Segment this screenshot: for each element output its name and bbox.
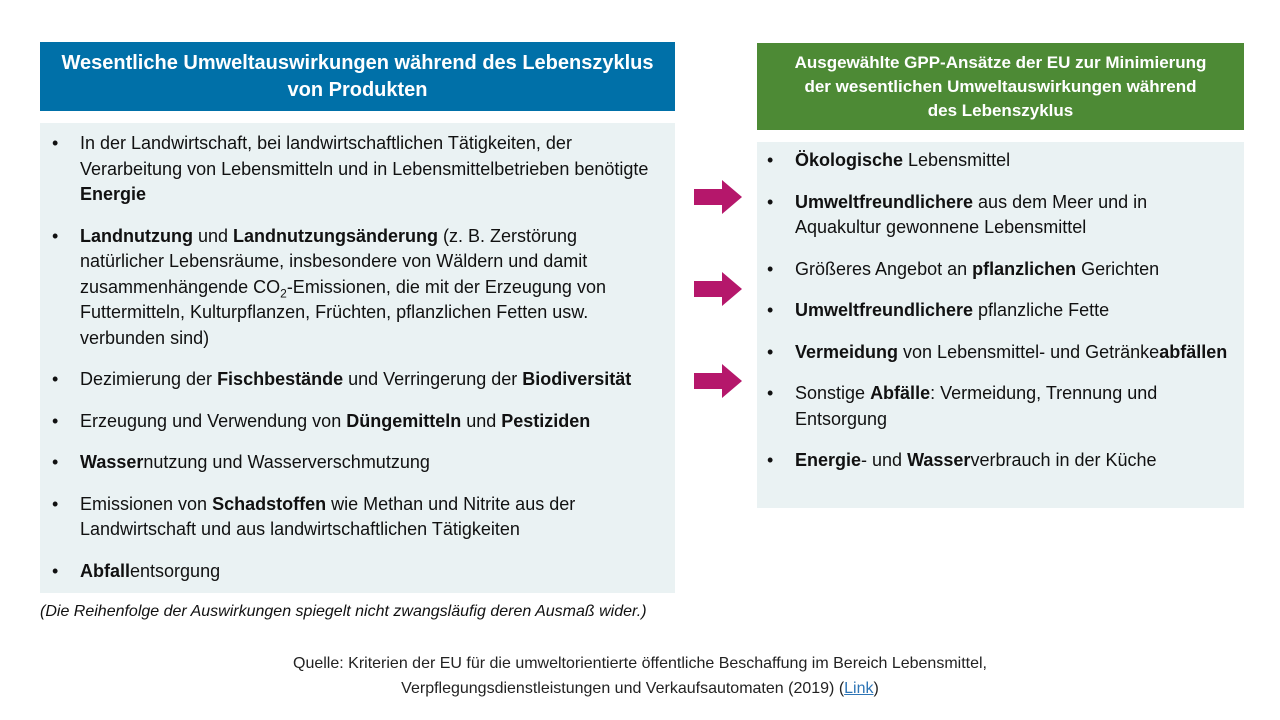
item-text: Gerichten [1076,258,1160,279]
item-bold: Wasser [80,452,144,472]
item-bold: Umweltfreundlichere [795,191,974,212]
impacts-list [52,131,665,584]
item-text: - und [861,450,908,470]
item-text: (z. B. Zerstörung natürlicher Lebensräume, insbesondere von Wäldern und damit zusammenhängende CO [80,225,588,297]
source-link[interactable]: Link [844,680,874,697]
right-title-line1: Ausgewählte GPP-Ansätze der EU zur Minimierung [794,52,1207,72]
item-text: Erzeugung und Verwendung von [80,410,347,431]
item-text: von Lebensmittel- und Getränke [898,341,1160,362]
right-title-line2: der wesentlichen Umweltauswirkungen während [804,76,1197,96]
list-item [52,450,665,476]
approaches-list [767,148,1234,474]
list-item [52,409,665,435]
source-line2-end: ) [873,680,879,697]
item-bold: Energie [80,184,147,204]
item-text: In der Landwirtschaft, bei landwirtschaftlichen Tätigkeiten, der Verarbeitung von Lebensmitteln und in Lebensmittelbetrieben benötigte [80,133,649,179]
list-item [767,190,1234,241]
item-text: und [192,225,234,246]
arrow-right-icon [694,272,742,306]
left-header [40,42,675,111]
list-item [52,367,665,393]
item-bold: Umweltfreundlichere [795,300,974,320]
right-header [757,43,1244,130]
list-item [52,224,665,352]
item-bold: Landnutzung [80,225,193,246]
item-bold: Ökologische [795,150,904,170]
item-bold: Fischbestände [217,369,344,389]
item-text: und Verringerung der [343,369,523,389]
left-title-line1: Wesentliche Umweltauswirkungen während des Lebenszyklus [61,51,654,74]
list-item [52,492,665,543]
list-item [767,257,1234,283]
approaches-list-box [757,142,1244,508]
item-text: nutzung und Wasserverschmutzung [143,452,430,472]
item-text: Emissionen von [80,493,213,514]
item-text: : Vermeidung, Trennung und Entsorgung [795,383,1158,429]
list-item [767,448,1234,474]
item-text: und [461,410,502,431]
item-bold: Biodiversität [522,369,632,389]
item-bold: Landnutzungsänderung [233,225,438,246]
order-note: (Die Reihenfolge der Auswirkungen spiegelt nicht zwangsläufig deren Ausmaß wider.) [40,603,647,620]
item-bold: Wasser [907,450,971,470]
item-text: Größeres Angebot an [795,258,973,279]
item-bold: Abfälle [870,383,931,403]
item-bold: Abfall [80,560,131,581]
list-item [767,298,1234,324]
left-title-line2: von Produkten [287,78,428,101]
arrow-right-icon [694,364,742,398]
item-bold: Schadstoffen [212,493,327,514]
arrow-right-icon [694,180,742,214]
impacts-list-box [40,123,675,593]
item-text: -Emissionen, die mit der Erzeugung von Futtermitteln, Kulturpflanzen, Früchten, pflanzlichen Fetten usw. verbunden sind) [80,276,606,348]
item-text: entsorgung [130,560,221,581]
right-title-line3: des Lebenszyklus [927,100,1074,120]
list-item [767,148,1234,174]
item-bold: Pestiziden [501,410,591,431]
source-citation [0,651,1280,701]
item-text: pflanzliche Fette [973,300,1110,320]
item-text: Sonstige [795,383,871,403]
item-text: Dezimierung der [80,369,218,389]
source-line2: Verpflegungsdienstleistungen und Verkaufsautomaten (2019) ( [401,680,845,697]
list-item [52,559,665,585]
item-bold: abfällen [1159,341,1228,362]
source-line1: Quelle: Kriterien der EU für die umweltorientierte öffentliche Beschaffung im Bereich Lebensmittel, [293,655,987,672]
item-bold: pflanzlichen [972,258,1077,279]
list-item [52,131,665,208]
item-text: Lebensmittel [903,150,1011,170]
item-text: wie Methan und Nitrite aus der Landwirtschaft und aus landwirtschaftlichen Tätigkeiten [80,493,576,539]
item-text: verbrauch in der Küche [970,450,1157,470]
item-text: aus dem Meer und in Aquakultur gewonnene Lebensmittel [795,191,1148,237]
item-bold: Energie [795,450,862,470]
item-bold: Vermeidung [795,341,899,362]
item-bold: Düngemitteln [346,410,462,431]
item-subscript: 2 [280,286,287,301]
list-item [767,381,1234,432]
list-item [767,340,1234,366]
